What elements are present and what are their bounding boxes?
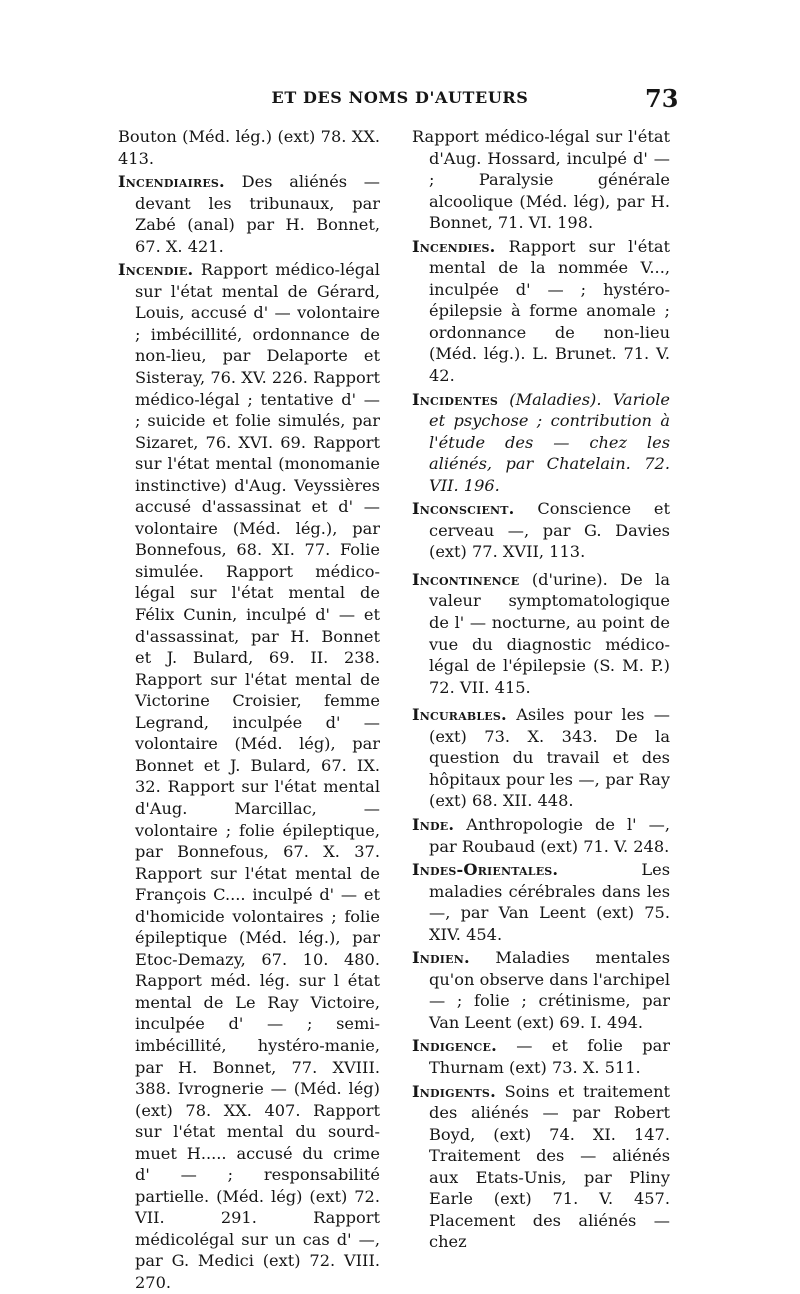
entry-text: Conscience et cerveau —, par G. Davies (ext) 77. XVII, 113. bbox=[429, 499, 670, 562]
index-entry-incendies bbox=[412, 236, 670, 387]
entry-term: Indigence. bbox=[412, 1036, 497, 1056]
index-entry-incidentes bbox=[412, 389, 670, 497]
entry-term: Inconscient. bbox=[412, 499, 515, 519]
entry-term: Inde. bbox=[412, 814, 455, 834]
index-entry-incendiaires bbox=[118, 171, 380, 257]
entry-text: — et folie par Thurnam (ext) 73. X. 511. bbox=[429, 1036, 670, 1077]
entry-text: Asiles pour les — (ext) 73. X. 343. De la question du travail et des hôpitaux pour les —, par Ray (ext) 68. XII. 448. bbox=[429, 705, 670, 811]
entry-term: Incendie. bbox=[118, 260, 194, 280]
entry-text: Bouton (Méd. lég.) (ext) 78. XX. 413. bbox=[118, 127, 380, 168]
index-entry-indigence bbox=[412, 1035, 670, 1078]
entry-text: Maladies mentales qu'on observe dans l'archipel — ; folie ; crétinisme, par Van Leent (ext) 69. I. 494. bbox=[429, 948, 670, 1032]
index-entry-incurables bbox=[412, 704, 670, 812]
entry-text: Anthropologie de l' —, par Roubaud (ext) 71. V. 248. bbox=[429, 814, 670, 856]
entry-term: Incontinence bbox=[412, 569, 520, 589]
index-entry-inde bbox=[412, 814, 670, 857]
index-entry-indigents bbox=[412, 1081, 670, 1253]
index-entry-indien bbox=[412, 947, 670, 1033]
index-entry-continuation bbox=[412, 126, 670, 234]
index-entry-incendie bbox=[118, 259, 380, 1293]
entry-text: Les maladies cérébrales dans les —, par Van Leent (ext) 75. XIV. 454. bbox=[429, 860, 670, 944]
index-entry-continuation bbox=[118, 126, 380, 169]
index-entry-indes-orientales bbox=[412, 859, 670, 945]
index-entry-inconscient bbox=[412, 498, 670, 563]
entry-term: Indes-Orientales. bbox=[412, 860, 559, 880]
entry-text: (Maladies). Variole et psychose ; contribution à l'étude des — chez les aliénés, par Chatelain. 72. VII. 196. bbox=[429, 389, 670, 495]
entry-term: Incendies. bbox=[412, 236, 496, 256]
index-entry-incontinence bbox=[412, 569, 670, 698]
entry-text: Rapport médico-légal sur l'état mental de Gérard, Louis, accusé d' — volontaire ; imbécillité, ordonnance de non-lieu, par Delaporte et Sisteray, 76. XV. 226. Rapport médico-légal ; tentative d' — ; suicide et folie simulés, par Sizaret, 76. XVI. 69. Rapport sur l'état mental (monomanie instinctive) d'Aug. Veyssières accusé d'assassinat et d' — volontaire (Méd. lég.), par Bonnefous, 68. XI. 77. Folie simulée. Rapport médico-légal sur l'état mental de Félix Cunin, inculpé d' — et d'assassinat, par H. Bonnet et J. Bulard, 69. II. 238. Rapport sur l'état mental de Victorine Croisier, femme Legrand, inculpée d' — volontaire (Méd. lég), par Bonnet et J. Bulard, 67. IX. 32. Rapport sur l'état mental d'Aug. Marcillac, — volontaire ; folie épileptique, par Bonnefous, 67. X. 37. Rapport sur l'état mental de François C.... inculpé d' — et d'homicide volontaires ; folie épileptique (Méd. lég.), par Etoc-Demazy, 67. 10. 480. Rapport méd. lég. sur l état mental de Le Ray Victoire, inculpée d' — ; semi-imbécillité, hystéro-manie, par H. Bonnet, 77. XVIII. 388. Ivrognerie — (Méd. lég) (ext) 78. XX. 407. Rapport sur l'état mental du sourd-muet H..... accusé du crime d' — ; responsabilité partielle. (Méd. lég) (ext) 72. VII. 291. Rapport médicolégal sur un cas d' —, par G. Medici (ext) 72. VIII. 270. bbox=[135, 260, 381, 1292]
entry-term: Incendiaires. bbox=[118, 172, 225, 192]
entry-text: Rapport médico-légal sur l'état d'Aug. Hossard, inculpé d' — ; Paralysie générale alcoolique (Méd. lég), par H. Bonnet, 71. VI. 198. bbox=[412, 127, 670, 233]
entry-text: Soins et traitement des aliénés — par Robert Boyd, (ext) 74. XI. 147. Traitement des — aliénés aux Etats-Unis, par Pliny Earle (ext) 71. V. 457. Placement des aliénés — chez bbox=[429, 1081, 670, 1252]
entry-text: Rapport sur l'état mental de la nommée V..., inculpée d' — ; hystéro-épilepsie à forme anomale ; ordonnance de non-lieu (Méd. lég.). L. Brunet. 71. V. 42. bbox=[429, 236, 670, 386]
entry-term: Incurables. bbox=[412, 705, 507, 725]
entry-term: Incidentes bbox=[412, 389, 499, 409]
entry-text: Des aliénés — devant les tribunaux, par Zabé (anal) par H. Bonnet, 67. X. 421. bbox=[135, 172, 380, 256]
entry-text: (d'urine). De la valeur symptomatologique de l' — nocturne, au point de vue du diagnostic médico-légal de l'épilepsie (S. M. P.) 72. VII. 415. bbox=[429, 569, 670, 697]
entry-term: Indien. bbox=[412, 948, 470, 968]
right-column bbox=[412, 126, 670, 1253]
left-column bbox=[118, 126, 380, 1294]
running-header: ET DES NOMS D'AUTEURS bbox=[271, 88, 529, 107]
page-number: 73 bbox=[645, 84, 679, 113]
entry-term: Indigents. bbox=[412, 1081, 496, 1101]
